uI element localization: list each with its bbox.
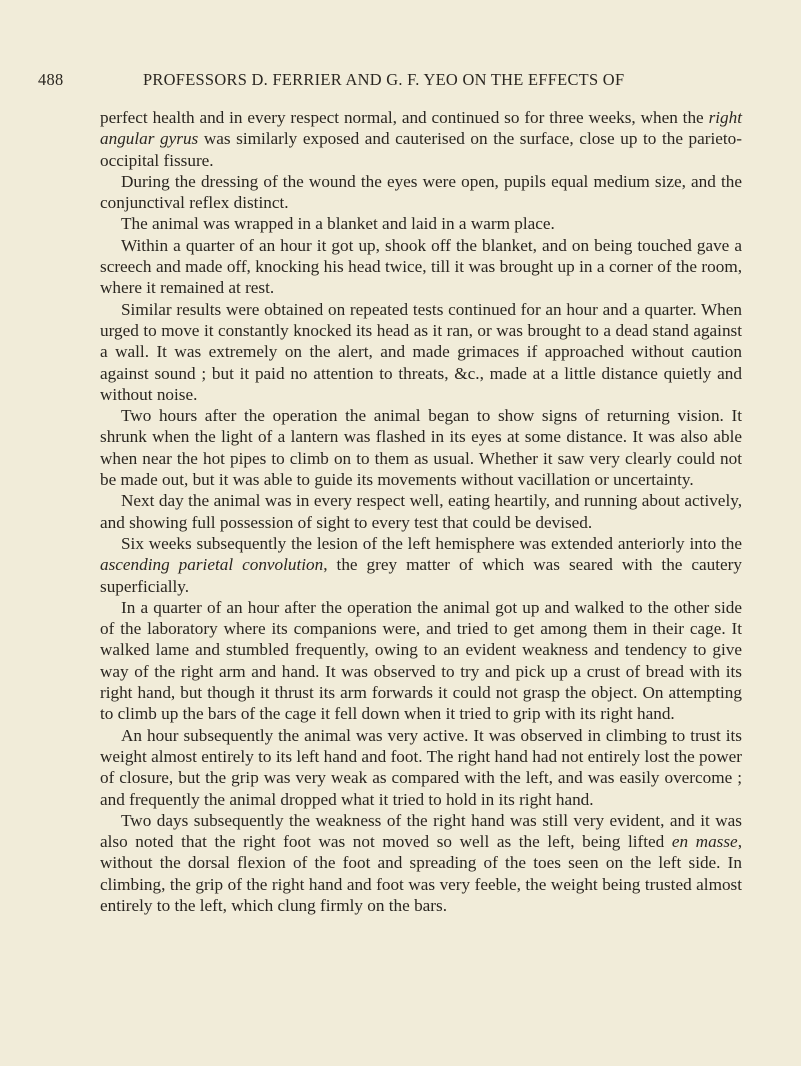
text-run: Similar results were obtained on repeated tests continued for an hour and a quarter. When urged to move it constantly knocked its head as it ran, or was brought to a dead stand against a wall. It was extremely on the alert, and made grimaces if approached without caution against sound ; but it paid no attention to threats, &c., made at a little distance quietly and without noise. — [100, 299, 742, 404]
running-header — [0, 70, 801, 92]
paragraph — [100, 810, 742, 916]
paragraph — [100, 299, 742, 405]
running-title: PROFESSORS D. FERRIER AND G. F. YEO ON THE EFFECTS OF — [143, 70, 625, 89]
text-run: An hour subsequently the animal was very active. It was observed in climbing to trust its weight almost entirely to its left hand and foot. The right hand had not entirely lost the power of closure, but the grip was very weak as compared with the left, and was easily overcome ; and frequently the animal dropped what it tried to hold in its right hand. — [100, 725, 742, 809]
text-run: Six weeks subsequently the lesion of the left hemisphere was extended anteriorly into the — [121, 533, 742, 553]
text-run: , without the dorsal flexion of the foot and spreading of the toes seen on the left side. In climbing, the grip of the right hand and foot was very feeble, the weight being trusted almost entirely to the left, which clung firmly on the bars. — [100, 832, 742, 915]
paragraph — [100, 725, 742, 810]
text-run: perfect health and in every respect normal, and continued so for three weeks, when the — [100, 108, 709, 127]
paragraph — [100, 405, 742, 490]
text-run: The animal was wrapped in a blanket and laid in a warm place. — [121, 214, 555, 234]
text-run: In a quarter of an hour after the operation the animal got up and walked to the other side of the laboratory where its companions were, and tried to get among them in their cage. It walked lame and stumbled frequently, owing to an evident weakness and tendency to give way of the right arm and hand. It was observed to try and pick up a crust of bread with its right hand, but though it thrust its arm forwards it could not grasp the object. On attempting to climb up the bars of the cage it fell down when it tried to grip with its right hand. — [100, 597, 742, 724]
paragraph — [100, 235, 742, 299]
text-run: , the grey matter of which was seared with the cautery superficially. — [100, 555, 742, 596]
paragraph — [100, 171, 742, 214]
text-run: Two days subsequently the weakness of the right hand was still very evident, and it was also noted that the right foot was not moved so well as the left, being lifted — [100, 810, 742, 852]
page-number: 488 — [38, 70, 64, 89]
paragraph — [100, 533, 742, 597]
body-text — [100, 107, 742, 916]
italic-term: en masse — [671, 832, 738, 852]
paragraph — [100, 597, 742, 725]
text-run: During the dressing of the wound the eyes were open, pupils equal medium size, and the conjunctival reflex distinct. — [100, 171, 742, 213]
text-run: Within a quarter of an hour it got up, shook off the blanket, and on being touched gave a screech and made off, knocking his head twice, till it was brought up in a corner of the room, where it remained at rest. — [100, 235, 742, 298]
text-run: Next day the animal was in every respect well, eating heartily, and running about actively, and showing full possession of sight to every test that could be devised. — [100, 491, 742, 532]
italic-term: ascending parietal convolution — [100, 555, 324, 575]
paragraph — [100, 213, 742, 234]
text-run: was similarly exposed and cauterised on the surface, close up to the parieto-occipital fissure. — [100, 129, 742, 170]
paragraph — [100, 107, 742, 171]
italic-term: right angular gyrus — [100, 108, 742, 149]
paragraph — [100, 490, 742, 533]
text-run: Two hours after the operation the animal began to show signs of returning vision. It shrunk when the light of a lantern was flashed in its eyes at some distance. It was also able when near the hot pipes to climb on to them as usual. Whether it saw very clearly could not be made out, but it was able to guide its movements without vacillation or uncertainty. — [100, 406, 742, 490]
